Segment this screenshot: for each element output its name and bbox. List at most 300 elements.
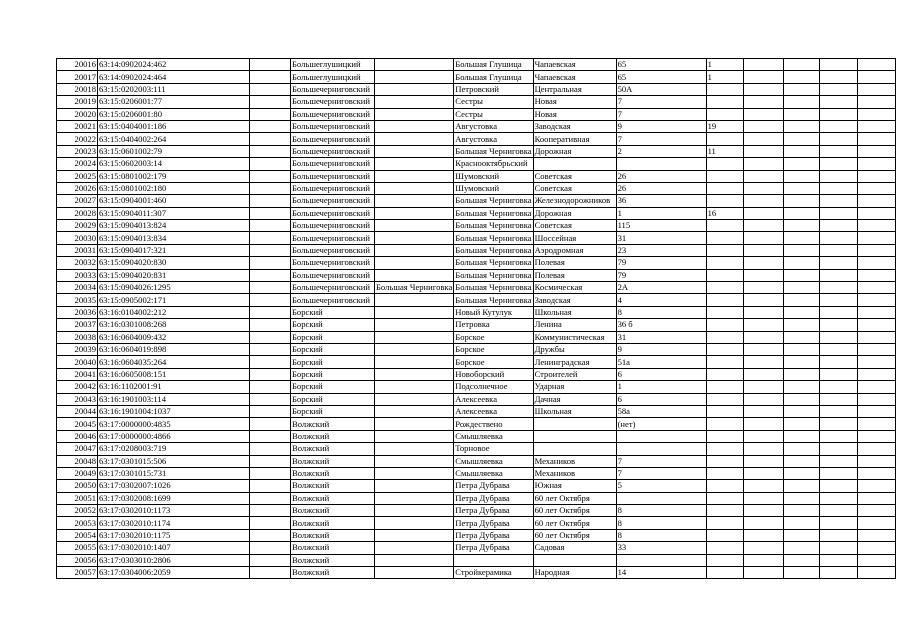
empty-cell — [857, 480, 895, 492]
row-number-cell: 20027 — [57, 195, 98, 207]
table-row — [57, 195, 896, 207]
house-cell: 7 — [616, 133, 706, 145]
house-cell: 8 — [616, 529, 706, 541]
empty-cell — [857, 257, 895, 269]
apartment-cell — [706, 343, 743, 355]
row-number-cell: 20020 — [57, 108, 98, 120]
empty-cell — [250, 133, 291, 145]
empty-cell — [857, 529, 895, 541]
empty-cell — [819, 59, 857, 71]
row-number-cell: 20046 — [57, 430, 98, 442]
cadastral-number-cell: 63:15:0904001:460 — [98, 195, 250, 207]
house-cell: 65 — [616, 59, 706, 71]
empty-cell — [783, 182, 819, 194]
locality-cell: Торновое — [454, 443, 533, 455]
house-cell: 33 — [616, 542, 706, 554]
empty-cell — [783, 443, 819, 455]
district-cell: Большечерниговский — [291, 108, 375, 120]
district-cell: Волжский — [291, 542, 375, 554]
house-cell: 36 — [616, 195, 706, 207]
apartment-cell — [706, 542, 743, 554]
apartment-cell — [706, 133, 743, 145]
district-cell: Волжский — [291, 443, 375, 455]
empty-cell — [857, 158, 895, 170]
house-cell: 4 — [616, 294, 706, 306]
empty-cell — [783, 517, 819, 529]
street-cell: 60 лет Октября — [533, 529, 616, 541]
empty-cell — [857, 517, 895, 529]
apartment-cell — [706, 505, 743, 517]
empty-cell — [783, 145, 819, 157]
empty-cell — [857, 418, 895, 430]
table-row — [57, 430, 896, 442]
row-number-cell: 20051 — [57, 492, 98, 504]
empty-cell — [250, 430, 291, 442]
cadastral-number-cell: 63:17:0302010:1173 — [98, 505, 250, 517]
apartment-cell — [706, 356, 743, 368]
empty-cell — [743, 145, 783, 157]
house-cell: 7 — [616, 96, 706, 108]
settlement-cell — [375, 133, 454, 145]
table-row — [57, 331, 896, 343]
table-row — [57, 356, 896, 368]
table-row — [57, 480, 896, 492]
district-cell: Большечерниговский — [291, 158, 375, 170]
locality-cell: Августовка — [454, 133, 533, 145]
table-row — [57, 207, 896, 219]
empty-cell — [857, 133, 895, 145]
district-cell: Борский — [291, 331, 375, 343]
apartment-cell — [706, 430, 743, 442]
district-cell: Большеглушицкий — [291, 59, 375, 71]
empty-cell — [250, 220, 291, 232]
empty-cell — [819, 567, 857, 579]
street-cell — [533, 418, 616, 430]
empty-cell — [783, 244, 819, 256]
empty-cell — [783, 282, 819, 294]
row-number-cell: 20056 — [57, 554, 98, 566]
cadastral-number-cell: 63:15:0404002:264 — [98, 133, 250, 145]
empty-cell — [743, 120, 783, 132]
empty-cell — [250, 120, 291, 132]
empty-cell — [250, 567, 291, 579]
house-cell: 50А — [616, 83, 706, 95]
empty-cell — [857, 207, 895, 219]
house-cell: 51а — [616, 356, 706, 368]
cadastral-number-cell: 63:15:0206001:77 — [98, 96, 250, 108]
settlement-cell — [375, 418, 454, 430]
empty-cell — [783, 405, 819, 417]
cadastral-number-cell: 63:15:0904013:824 — [98, 220, 250, 232]
row-number-cell: 20054 — [57, 529, 98, 541]
house-cell — [616, 443, 706, 455]
row-number-cell: 20029 — [57, 220, 98, 232]
apartment-cell — [706, 554, 743, 566]
row-number-cell: 20032 — [57, 257, 98, 269]
empty-cell — [819, 480, 857, 492]
district-cell: Борский — [291, 343, 375, 355]
table-row — [57, 343, 896, 355]
empty-cell — [783, 418, 819, 430]
empty-cell — [250, 529, 291, 541]
locality-cell: Большая Черниговка — [455, 269, 532, 280]
empty-cell — [743, 108, 783, 120]
empty-cell — [250, 71, 291, 83]
district-cell: Большечерниговский — [291, 195, 375, 207]
settlement-cell — [375, 405, 454, 417]
empty-cell — [743, 455, 783, 467]
table-row — [57, 381, 896, 393]
table-row — [57, 554, 896, 566]
district-cell: Борский — [291, 306, 375, 318]
table-row — [57, 368, 896, 380]
locality-cell: Большая Черниговка — [455, 294, 532, 305]
street-cell: Советская — [533, 170, 616, 182]
settlement-cell — [375, 393, 454, 405]
empty-cell — [743, 368, 783, 380]
empty-cell — [250, 492, 291, 504]
locality-cell: Новоборский — [454, 368, 533, 380]
settlement-cell — [375, 567, 454, 579]
cadastral-number-cell: 63:17:0302010:1407 — [98, 542, 250, 554]
locality-cell: Подсолнечное — [454, 381, 533, 393]
street-cell: Железнодорожников — [533, 195, 616, 207]
settlement-cell — [375, 368, 454, 380]
locality-cell: Петра Дубрава — [454, 492, 533, 504]
empty-cell — [819, 282, 857, 294]
empty-cell — [819, 529, 857, 541]
street-cell: Новая — [533, 108, 616, 120]
house-cell: 1 — [616, 381, 706, 393]
empty-cell — [743, 282, 783, 294]
empty-cell — [743, 517, 783, 529]
apartment-cell — [706, 96, 743, 108]
empty-cell — [819, 83, 857, 95]
empty-cell — [857, 319, 895, 331]
empty-cell — [857, 120, 895, 132]
empty-cell — [857, 71, 895, 83]
empty-cell — [819, 220, 857, 232]
empty-cell — [857, 282, 895, 294]
table-row — [57, 405, 896, 417]
locality-cell: Алексеевка — [454, 393, 533, 405]
locality-cell: Большая Черниговка — [455, 282, 532, 293]
district-cell: Большечерниговский — [291, 207, 375, 219]
house-cell: 1 — [616, 207, 706, 219]
street-cell: Чапаевская — [533, 59, 616, 71]
locality-cell: Рождествено — [454, 418, 533, 430]
empty-cell — [819, 120, 857, 132]
empty-cell — [250, 96, 291, 108]
house-cell — [616, 554, 706, 566]
house-cell: 6 — [616, 368, 706, 380]
apartment-cell — [706, 220, 743, 232]
empty-cell — [819, 145, 857, 157]
locality-cell: Петровский — [454, 83, 533, 95]
settlement-cell — [375, 542, 454, 554]
settlement-cell — [375, 207, 454, 219]
locality-cell: Петра Дубрава — [454, 542, 533, 554]
district-cell: Большечерниговский — [291, 220, 375, 232]
row-number-cell: 20016 — [57, 59, 98, 71]
empty-cell — [250, 542, 291, 554]
empty-cell — [783, 133, 819, 145]
empty-cell — [250, 368, 291, 380]
row-number-cell: 20049 — [57, 467, 98, 479]
empty-cell — [743, 182, 783, 194]
district-cell: Большечерниговский — [291, 182, 375, 194]
locality-cell: Августовка — [454, 120, 533, 132]
row-number-cell: 20053 — [57, 517, 98, 529]
row-number-cell: 20028 — [57, 207, 98, 219]
empty-cell — [743, 158, 783, 170]
district-cell: Волжский — [291, 467, 375, 479]
empty-cell — [743, 232, 783, 244]
street-cell: Аэродромная — [533, 244, 616, 256]
empty-cell — [857, 505, 895, 517]
street-cell: Дорожная — [533, 207, 616, 219]
empty-cell — [819, 96, 857, 108]
street-cell: Ленинградская — [533, 356, 616, 368]
cadastral-number-cell: 63:16:1901003:114 — [98, 393, 250, 405]
settlement-cell — [375, 443, 454, 455]
house-cell: 79 — [616, 257, 706, 269]
district-cell: Большечерниговский — [291, 294, 375, 306]
house-cell: 7 — [616, 455, 706, 467]
cadastral-number-cell: 63:17:0302007:1026 — [98, 480, 250, 492]
settlement-cell — [375, 83, 454, 95]
empty-cell — [857, 220, 895, 232]
empty-cell — [250, 282, 291, 294]
empty-cell — [819, 393, 857, 405]
settlement-cell — [375, 480, 454, 492]
empty-cell — [783, 430, 819, 442]
cadastral-number-cell: 63:17:0302008:1699 — [98, 492, 250, 504]
table-row — [57, 505, 896, 517]
cadastral-number-cell: 63:15:0404001:186 — [98, 120, 250, 132]
empty-cell — [250, 480, 291, 492]
settlement-cell — [375, 195, 454, 207]
empty-cell — [743, 319, 783, 331]
locality-cell: Большая Черниговка — [455, 257, 532, 268]
row-number-cell: 20044 — [57, 405, 98, 417]
row-number-cell: 20034 — [57, 282, 98, 294]
empty-cell — [783, 467, 819, 479]
cadastral-number-cell: 63:17:0000000:4866 — [98, 430, 250, 442]
house-cell: 115 — [616, 220, 706, 232]
cadastral-number-cell: 63:17:0304006:2059 — [98, 567, 250, 579]
cadastral-number-cell: 63:17:0303010:2806 — [98, 554, 250, 566]
empty-cell — [743, 443, 783, 455]
empty-cell — [819, 368, 857, 380]
cadastral-number-cell: 63:15:0904013:834 — [98, 232, 250, 244]
district-cell: Волжский — [291, 554, 375, 566]
empty-cell — [743, 405, 783, 417]
apartment-cell — [706, 108, 743, 120]
empty-cell — [819, 554, 857, 566]
apartment-cell — [706, 195, 743, 207]
row-number-cell: 20048 — [57, 455, 98, 467]
settlement-cell — [375, 331, 454, 343]
street-cell: Кооперативная — [533, 133, 616, 145]
row-number-cell: 20055 — [57, 542, 98, 554]
settlement-cell — [375, 96, 454, 108]
row-number-cell: 20042 — [57, 381, 98, 393]
cadastral-number-cell: 63:17:0302010:1175 — [98, 529, 250, 541]
empty-cell — [857, 393, 895, 405]
cadastral-number-cell: 63:16:1901004:1037 — [98, 405, 250, 417]
empty-cell — [783, 59, 819, 71]
locality-cell: Большая Черниговка — [455, 220, 532, 231]
apartment-cell: 11 — [706, 145, 743, 157]
empty-cell — [743, 418, 783, 430]
empty-cell — [783, 294, 819, 306]
cadastral-number-cell: 63:15:0202003:111 — [98, 83, 250, 95]
settlement-cell — [375, 319, 454, 331]
empty-cell — [783, 368, 819, 380]
empty-cell — [819, 467, 857, 479]
apartment-cell — [706, 282, 743, 294]
cadastral-number-cell: 63:16:1102001:91 — [98, 381, 250, 393]
row-number-cell: 20038 — [57, 331, 98, 343]
house-cell: 23 — [616, 244, 706, 256]
empty-cell — [819, 343, 857, 355]
empty-cell — [857, 244, 895, 256]
district-cell: Волжский — [291, 455, 375, 467]
cadastral-number-cell: 63:15:0904020:831 — [98, 269, 250, 281]
locality-cell: Большая Черниговка — [455, 207, 532, 218]
street-cell: Ленина — [533, 319, 616, 331]
apartment-cell — [706, 182, 743, 194]
street-cell: 60 лет Октября — [533, 505, 616, 517]
settlement-cell — [375, 108, 454, 120]
row-number-cell: 20031 — [57, 244, 98, 256]
empty-cell — [743, 356, 783, 368]
street-cell: Советская — [533, 220, 616, 232]
empty-cell — [743, 492, 783, 504]
row-number-cell: 20037 — [57, 319, 98, 331]
apartment-cell — [706, 83, 743, 95]
empty-cell — [250, 455, 291, 467]
empty-cell — [857, 83, 895, 95]
empty-cell — [819, 294, 857, 306]
empty-cell — [250, 207, 291, 219]
empty-cell — [857, 306, 895, 318]
empty-cell — [783, 257, 819, 269]
empty-cell — [857, 269, 895, 281]
table-row — [57, 59, 896, 71]
empty-cell — [857, 492, 895, 504]
table-row — [57, 170, 896, 182]
table-row — [57, 455, 896, 467]
empty-cell — [783, 554, 819, 566]
street-cell: Садовая — [533, 542, 616, 554]
district-cell: Борский — [291, 356, 375, 368]
house-cell — [616, 492, 706, 504]
cadastral-number-cell: 63:15:0801002:180 — [98, 182, 250, 194]
house-cell: 14 — [616, 567, 706, 579]
empty-cell — [743, 393, 783, 405]
house-cell: 8 — [616, 517, 706, 529]
empty-cell — [819, 207, 857, 219]
empty-cell — [743, 170, 783, 182]
street-cell: Советская — [533, 182, 616, 194]
locality-cell: Новый Кутулук — [454, 306, 533, 318]
district-cell: Волжский — [291, 567, 375, 579]
table-row — [57, 282, 896, 294]
locality-cell: Алексеевка — [454, 405, 533, 417]
locality-cell: Борское — [454, 331, 533, 343]
empty-cell — [819, 517, 857, 529]
empty-cell — [783, 232, 819, 244]
empty-cell — [819, 71, 857, 83]
empty-cell — [250, 517, 291, 529]
empty-cell — [819, 232, 857, 244]
settlement-cell — [375, 343, 454, 355]
apartment-cell — [706, 393, 743, 405]
cadastral-number-cell: 63:15:0602003:14 — [98, 158, 250, 170]
empty-cell — [783, 96, 819, 108]
apartment-cell — [706, 269, 743, 281]
district-cell: Волжский — [291, 418, 375, 430]
settlement-cell — [375, 517, 454, 529]
house-cell: 79 — [616, 269, 706, 281]
empty-cell — [819, 418, 857, 430]
street-cell — [533, 554, 616, 566]
street-cell: Космическая — [533, 282, 616, 294]
empty-cell — [250, 319, 291, 331]
apartment-cell — [706, 158, 743, 170]
apartment-cell — [706, 306, 743, 318]
cadastral-number-cell: 63:15:0601002:79 — [98, 145, 250, 157]
empty-cell — [857, 343, 895, 355]
empty-cell — [783, 455, 819, 467]
cadastral-number-cell: 63:17:0301015:506 — [98, 455, 250, 467]
empty-cell — [857, 59, 895, 71]
settlement-cell — [375, 356, 454, 368]
street-cell: Шоссейная — [533, 232, 616, 244]
table-row — [57, 393, 896, 405]
empty-cell — [743, 529, 783, 541]
cadastral-number-cell: 63:17:0000000:4835 — [98, 418, 250, 430]
cadastral-number-cell: 63:15:0206001:80 — [98, 108, 250, 120]
apartment-cell: 1 — [706, 71, 743, 83]
cadastral-number-cell: 63:15:0904011:307 — [98, 207, 250, 219]
table-row — [57, 120, 896, 132]
settlement-cell — [375, 381, 454, 393]
empty-cell — [250, 195, 291, 207]
locality-cell: Петра Дубрава — [454, 480, 533, 492]
empty-cell — [743, 207, 783, 219]
apartment-cell — [706, 170, 743, 182]
apartment-cell — [706, 257, 743, 269]
locality-cell: Петровка — [454, 319, 533, 331]
row-number-cell: 20024 — [57, 158, 98, 170]
table-row — [57, 108, 896, 120]
table-row — [57, 133, 896, 145]
empty-cell — [250, 232, 291, 244]
settlement-cell — [375, 257, 454, 269]
empty-cell — [857, 443, 895, 455]
empty-cell — [857, 381, 895, 393]
house-cell: 31 — [616, 331, 706, 343]
district-cell: Большечерниговский — [291, 232, 375, 244]
empty-cell — [783, 220, 819, 232]
empty-cell — [250, 257, 291, 269]
empty-cell — [250, 244, 291, 256]
row-number-cell: 20018 — [57, 83, 98, 95]
empty-cell — [250, 331, 291, 343]
